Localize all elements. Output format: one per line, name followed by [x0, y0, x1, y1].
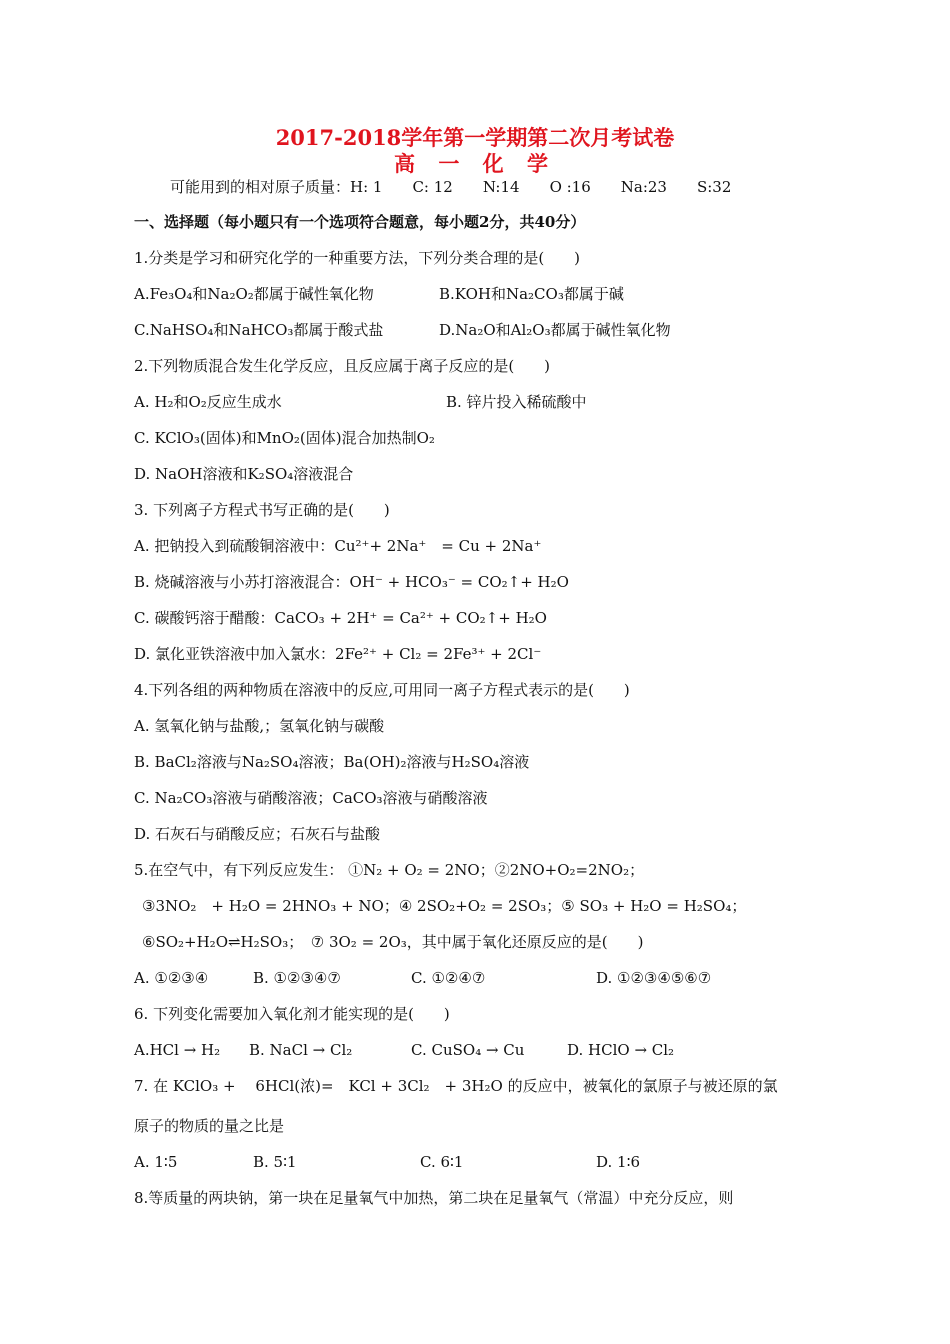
question-3-option-c: C. 碳酸钙溶于醋酸：CaCO₃ + 2H⁺ = Ca²⁺ + CO₂↑+ H₂O — [134, 609, 547, 627]
question-2-option-c: C. KClO₃(固体)和MnO₂(固体)混合加热制O₂ — [134, 429, 435, 447]
question-1-stem: 1.分类是学习和研究化学的一种重要方法，下列分类合理的是( ) — [134, 249, 581, 267]
question-7-option-a: A. 1∶5 — [134, 1153, 178, 1171]
question-2-stem: 2.下列物质混合发生化学反应，且反应属于离子反应的是( ) — [134, 357, 551, 375]
question-5-line-3: ⑥SO₂+H₂O⇌H₂SO₃； ⑦ 3O₂ = 2O₃，其中属于氧化还原反应的是( ) — [142, 933, 644, 951]
question-4-option-d: D. 石灰石与硝酸反应；石灰石与盐酸 — [134, 825, 381, 843]
question-5-option-d: D. ①②③④⑤⑥⑦ — [596, 969, 712, 987]
question-1-option-d: D.Na₂O和Al₂O₃都属于碱性氧化物 — [439, 321, 671, 339]
question-2-option-d: D. NaOH溶液和K₂SO₄溶液混合 — [134, 465, 354, 483]
question-3-option-d: D. 氯化亚铁溶液中加入氯水：2Fe²⁺ + Cl₂ = 2Fe³⁺ + 2Cl⁻ — [134, 645, 542, 663]
question-3-option-a: A. 把钠投入到硫酸铜溶液中：Cu²⁺+ 2Na⁺ = Cu + 2Na⁺ — [134, 537, 542, 555]
question-5-line-2: ③3NO₂ + H₂O = 2HNO₃ + NO；④ 2SO₂+O₂ = 2SO₃；⑤ SO₃ + H₂O = H₂SO₄； — [142, 897, 747, 915]
question-1-option-b: B.KOH和Na₂CO₃都属于碱 — [439, 285, 624, 303]
question-3-stem: 3. 下列离子方程式书写正确的是( ) — [134, 501, 390, 519]
question-5-option-c: C. ①②④⑦ — [411, 969, 486, 987]
question-7-option-c: C. 6∶1 — [420, 1153, 464, 1171]
question-7-option-b: B. 5∶1 — [253, 1153, 297, 1171]
question-8-line-1: 8.等质量的两块钠，第一块在足量氧气中加热，第二块在足量氧气（常温）中充分反应，则 — [134, 1189, 734, 1207]
question-1-option-a: A.Fe₃O₄和Na₂O₂都属于碱性氧化物 — [134, 285, 374, 303]
exam-title: 2017-2018学年第一学期第二次月考试卷 — [275, 125, 675, 150]
question-3-option-b: B. 烧碱溶液与小苏打溶液混合：OH⁻ + HCO₃⁻ = CO₂↑+ H₂O — [134, 573, 569, 591]
question-4-option-a: A. 氢氧化钠与盐酸,；氢氧化钠与碳酸 — [134, 717, 385, 735]
question-7-line-2: 原子的物质的量之比是 — [134, 1117, 285, 1135]
question-5-option-b: B. ①②③④⑦ — [253, 969, 341, 987]
question-2-option-a: A. H₂和O₂反应生成水 — [134, 393, 282, 411]
question-4-stem: 4.下列各组的两种物质在溶液中的反应,可用同一离子方程式表示的是( ) — [134, 681, 630, 699]
question-6-option-c: C. CuSO₄ → Cu — [411, 1041, 525, 1059]
subject-title: 高 一 化 学 — [394, 151, 556, 176]
question-6-option-d: D. HClO → Cl₂ — [567, 1041, 675, 1059]
atomic-masses: 可能用到的相对原子质量：H: 1 C: 12 N:14 O :16 Na:23 S:32 — [170, 178, 732, 196]
question-6-option-b: B. NaCl → Cl₂ — [249, 1041, 353, 1059]
question-4-option-c: C. Na₂CO₃溶液与硝酸溶液；CaCO₃溶液与硝酸溶液 — [134, 789, 488, 807]
question-7-option-d: D. 1∶6 — [596, 1153, 641, 1171]
question-5-line-1: 5.在空气中，有下列反应发生： ①N₂ + O₂ = 2NO；②2NO+O₂=2NO₂； — [134, 861, 645, 879]
question-7-line-1: 7. 在 KClO₃ + 6HCl(浓)= KCl + 3Cl₂ + 3H₂O 的反应中，被氧化的氯原子与被还原的氯 — [134, 1077, 778, 1095]
question-1-option-c: C.NaHSO₄和NaHCO₃都属于酸式盐 — [134, 321, 384, 339]
question-6-option-a: A.HCl → H₂ — [134, 1041, 221, 1059]
question-5-option-a: A. ①②③④ — [134, 969, 209, 987]
section-heading: 一、选择题（每小题只有一个选项符合题意，每小题2分，共40分） — [134, 213, 586, 231]
question-6-stem: 6. 下列变化需要加入氧化剂才能实现的是( ) — [134, 1005, 450, 1023]
question-2-option-b: B. 锌片投入稀硫酸中 — [446, 393, 587, 411]
question-4-option-b: B. BaCl₂溶液与Na₂SO₄溶液；Ba(OH)₂溶液与H₂SO₄溶液 — [134, 753, 530, 771]
